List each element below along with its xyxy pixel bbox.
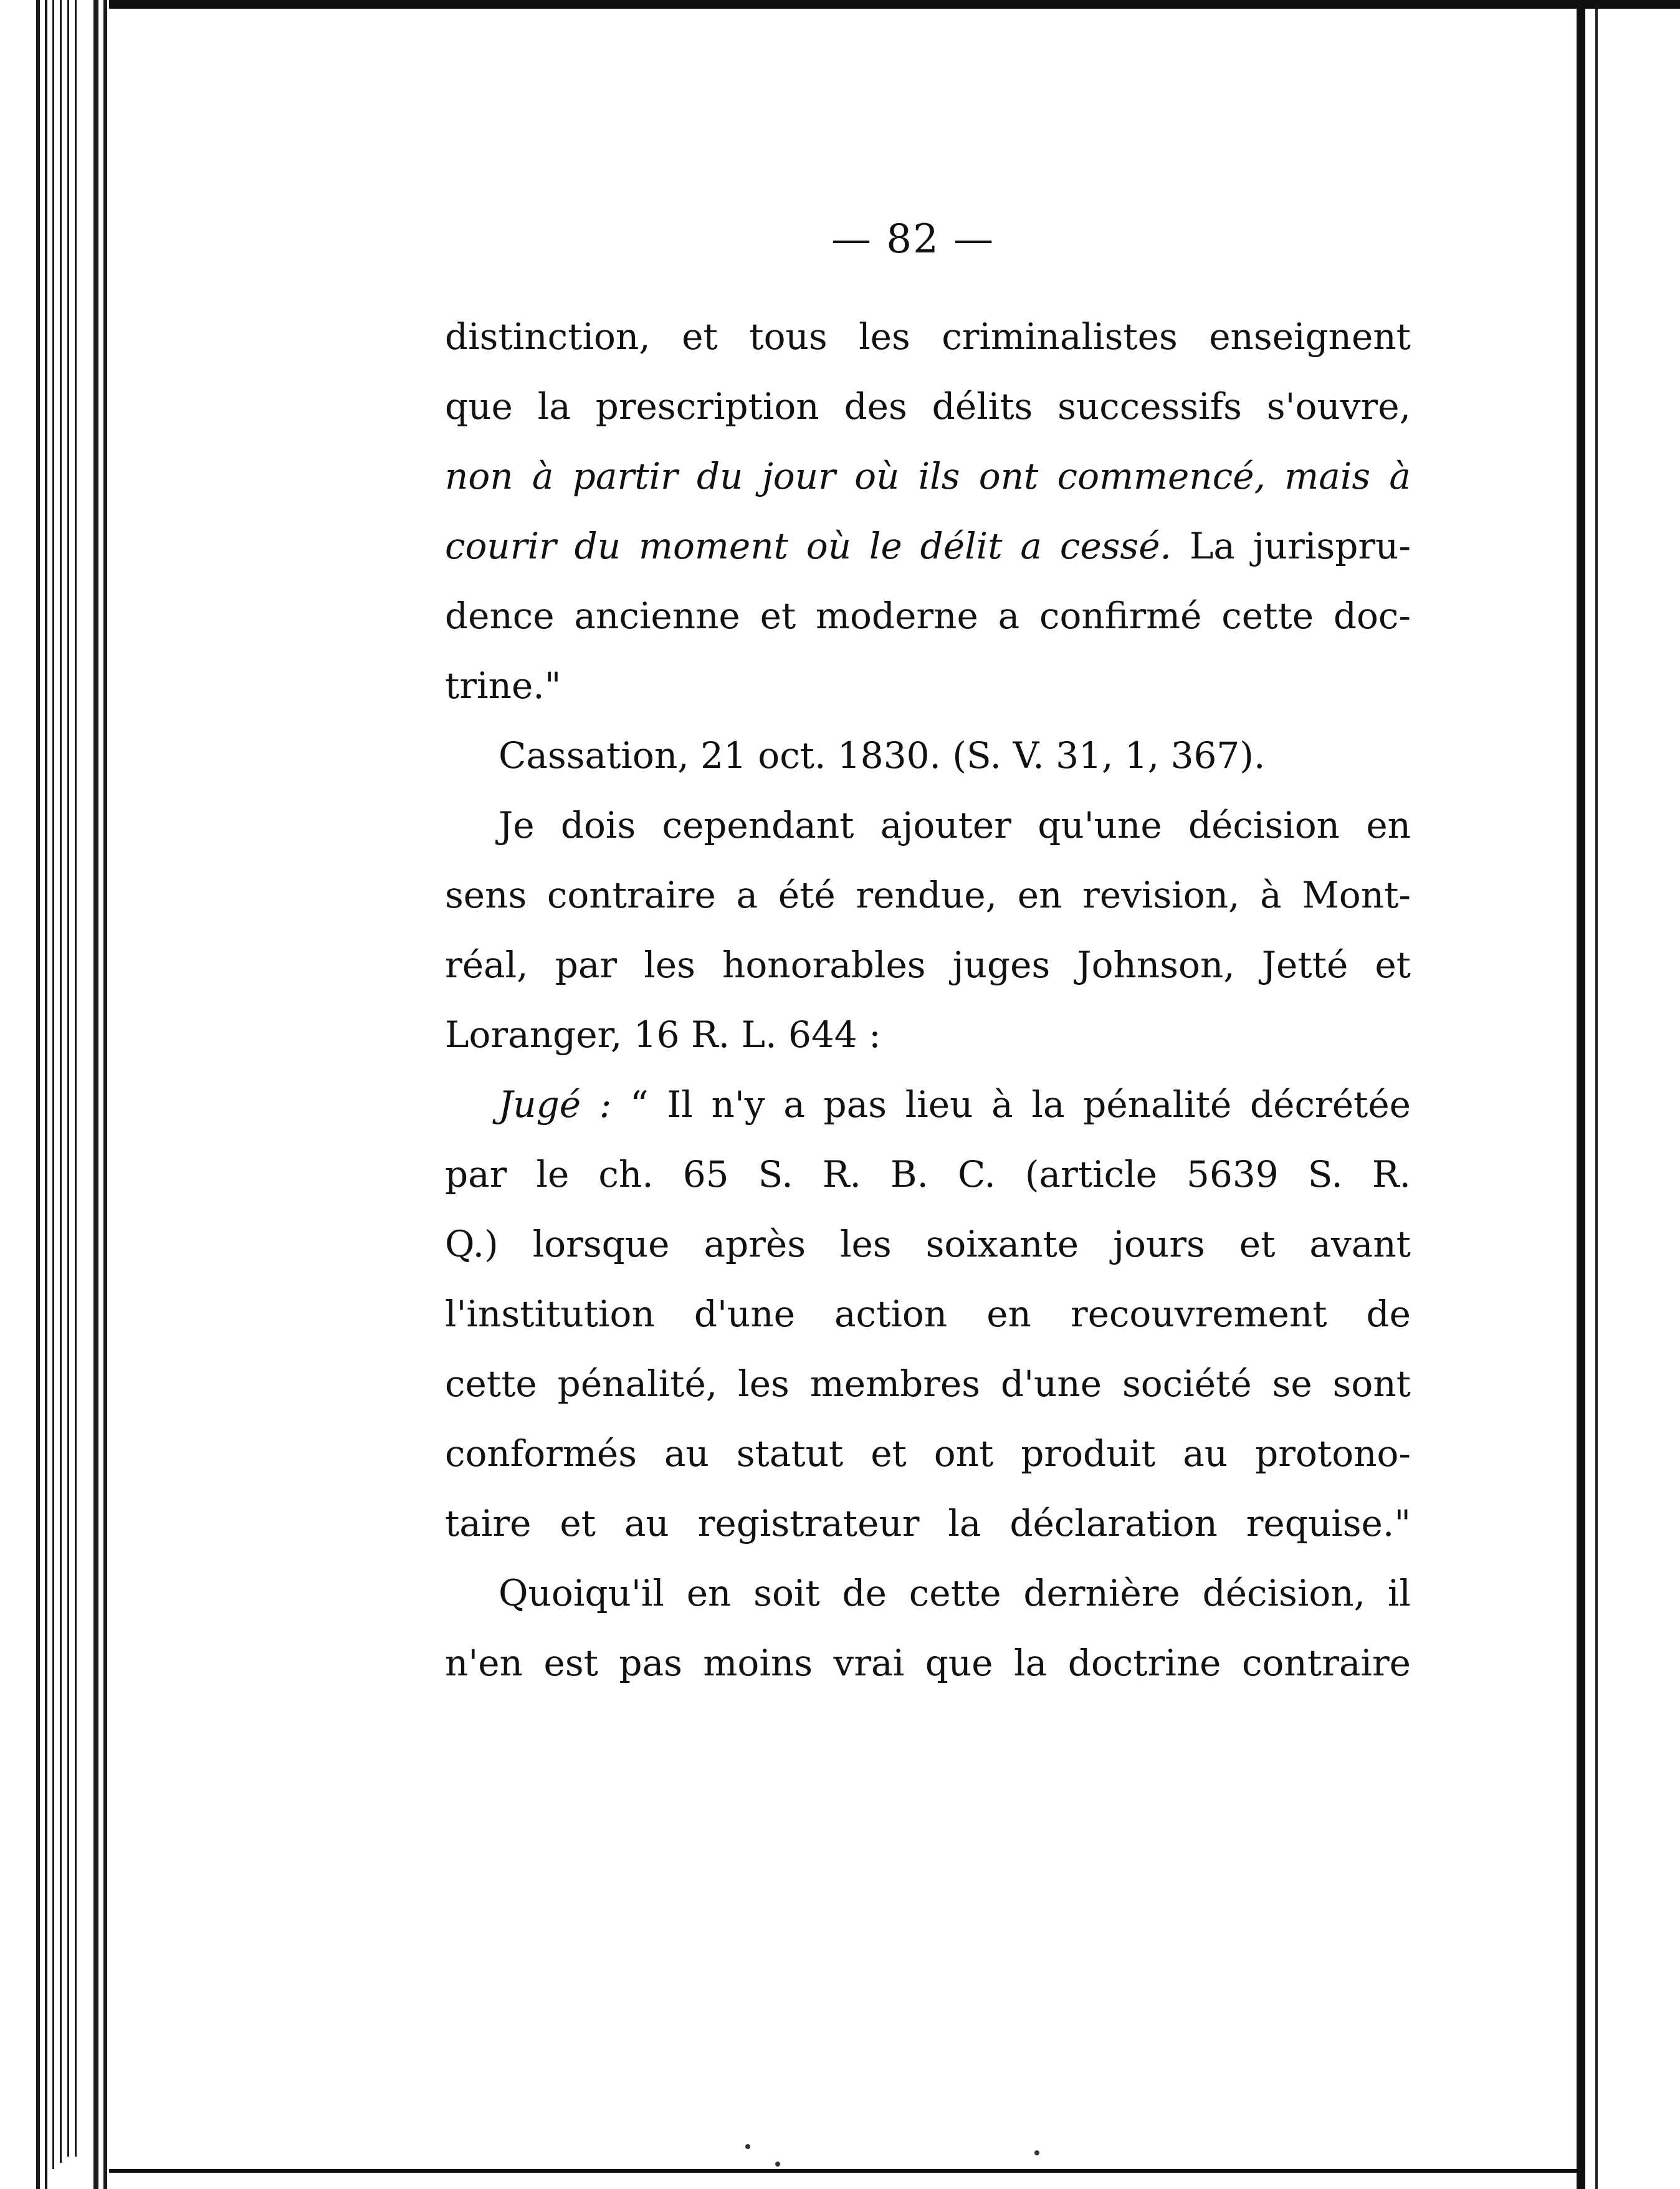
scan-speck: [745, 2144, 750, 2149]
page-edge-line: [93, 0, 98, 2189]
scan-speck: [775, 2162, 780, 2167]
text-line: trine.": [445, 664, 561, 707]
text-line: réal, par les honorables juges Johnson, Jetté et: [445, 944, 1411, 986]
citation-line: Cassation, 21 oct. 1830. (S. V. 31, 1, 367).: [499, 734, 1266, 777]
next-page-edge: [1577, 9, 1585, 2189]
scan-top-border: [0, 0, 1680, 9]
text-line: distinction, et tous les criminalistes enseignent: [445, 315, 1411, 358]
page-edge-line: [67, 0, 69, 2157]
text-line: Q.) lorsque après les soixante jours et avant: [445, 1223, 1411, 1265]
text-line: conformés au statut et ont produit au protono-: [445, 1432, 1411, 1475]
text-line: sens contraire a été rendue, en revision, à Mont-: [445, 874, 1411, 916]
text-line: [445, 1080, 1411, 1129]
text-line: l'institution d'une action en recouvrement de: [445, 1293, 1411, 1335]
scan-speck: [1034, 2150, 1039, 2155]
text-line: non à partir du jour où ils ont commencé, mais à: [445, 455, 1411, 497]
page-number: — 82 —: [831, 216, 995, 262]
text-line: n'en est pas moins vrai que la doctrine contraire: [445, 1642, 1411, 1684]
text-line: [445, 521, 1411, 571]
scan-bottom-border: [109, 2169, 1577, 2173]
page-edge-line: [52, 0, 54, 2169]
italic-phrase: courir du moment où le délit a cessé.: [445, 525, 1172, 567]
text-line: Quoiqu'il en soit de cette dernière décision, il: [499, 1572, 1411, 1614]
page-edge-line: [103, 0, 107, 2189]
book-edge-strip: [0, 0, 109, 2189]
page-edge-line: [60, 0, 62, 2163]
next-page-rule: [1595, 9, 1598, 2189]
text-span: La jurispru-: [1171, 525, 1411, 567]
text-line: Je dois cependant ajouter qu'une décision en: [499, 804, 1411, 846]
text-line: dence ancienne et moderne a confirmé cette doc-: [445, 595, 1411, 637]
page-edge-line: [36, 0, 40, 2189]
page-edge-line: [75, 0, 77, 2157]
text-line: par le ch. 65 S. R. B. C. (article 5639 S. R.: [445, 1153, 1411, 1195]
text-line: cette pénalité, les membres d'une société se sont: [445, 1363, 1411, 1405]
italic-phrase: Jugé :: [499, 1083, 612, 1126]
page-edge-line: [45, 0, 47, 2189]
text-line: que la prescription des délits successifs s'ouvre,: [445, 385, 1411, 428]
text-line: Loranger, 16 R. L. 644 :: [445, 1013, 881, 1056]
text-span: “ Il n'y a pas lieu à la pénalité décrétée: [611, 1083, 1411, 1126]
text-line: taire et au registrateur la déclaration requise.": [445, 1502, 1411, 1545]
